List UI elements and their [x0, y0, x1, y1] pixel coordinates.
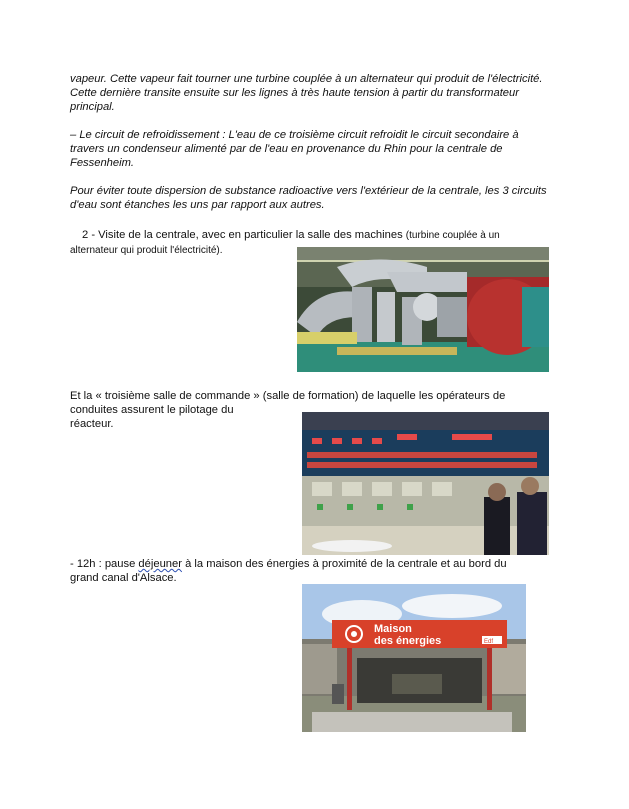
sign-line2: des énergies	[374, 635, 442, 647]
control-room-line-b: conduites assurent le pilotage du	[70, 404, 234, 416]
control-room-line-a: Et la « troisième salle de commande » (salle de formation) de laquelle les opérateurs de	[70, 390, 506, 402]
control-room-photo	[302, 412, 549, 555]
visit-paren-a: (turbine couplée à un	[405, 230, 500, 241]
visit-text: 2 - Visite de la centrale, avec en particulier la salle des machines	[82, 229, 403, 241]
lunch-line-c: grand canal d'Alsace.	[70, 572, 177, 584]
visit-paren-b: alternateur qui produit l'électricité).	[70, 245, 223, 256]
maison-des-energies-photo	[302, 584, 526, 732]
paragraph-cooling-circuit: – Le circuit de refroidissement : L'eau de ce troisième circuit refroidit le circuit secondaire à travers un condenseur alimenté par de l'eau en provenance du Rhin pour la centrale de Fessenheim.	[70, 129, 519, 169]
lunch-line-a: - 12h : pause	[70, 558, 139, 570]
paragraph-lunch	[70, 557, 550, 585]
lunch-line-b: à la maison des énergies à proximité de la centrale et au bord du	[181, 558, 507, 570]
control-room-line-c: réacteur.	[70, 418, 114, 430]
paragraph-steam: vapeur. Cette vapeur fait tourner une turbine couplée à un alternateur qui produit de l'électricité. Cette dernière transite ensuite sur les lignes à très haute tension à partir du transformateur principal.	[70, 73, 543, 113]
paragraph-sealed-circuits: Pour éviter toute dispersion de substance radioactive vers l'extérieur de la centrale, les 3 circuits d'eau sont étanches les uns par rapport aux autres.	[70, 185, 547, 211]
sign-brand: Edf	[484, 639, 494, 645]
lunch-underlined-word: déjeuner	[138, 558, 182, 570]
turbine-hall-photo	[297, 247, 549, 372]
sign-line1: Maison	[374, 623, 412, 635]
